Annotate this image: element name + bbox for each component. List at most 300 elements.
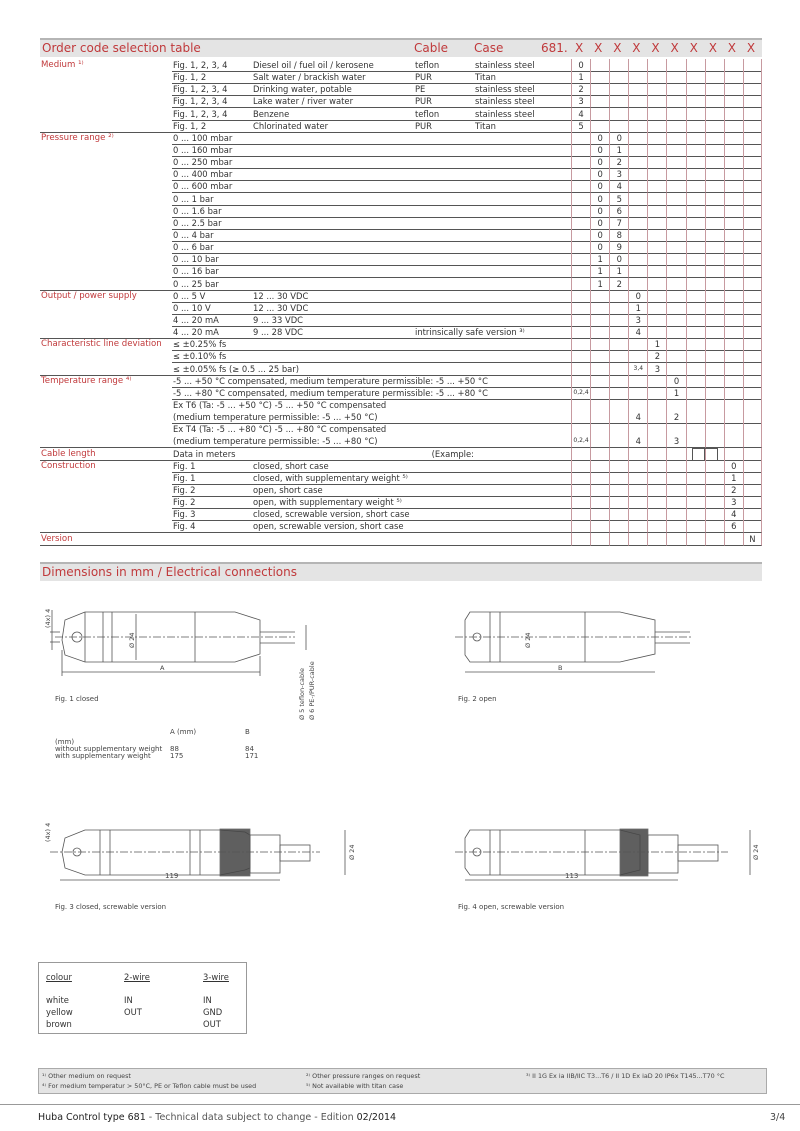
code-cell	[647, 71, 666, 84]
code-cell	[666, 484, 685, 497]
code-cell: 3	[628, 314, 647, 327]
table-row	[40, 144, 762, 156]
code-cell	[666, 120, 685, 133]
code-cell	[571, 217, 590, 230]
code-cell	[571, 496, 590, 509]
code-cell	[666, 290, 685, 303]
code-cell	[628, 180, 647, 193]
code-cell	[705, 375, 724, 388]
group-label	[40, 241, 172, 254]
code-cell	[743, 350, 762, 363]
code-cell	[686, 496, 705, 509]
fig4-dim-dia: Ø 24	[752, 844, 760, 860]
fig3-dim-hole: (4x) 4	[44, 822, 52, 842]
table-row	[40, 484, 762, 496]
code-cell: 6	[724, 520, 743, 533]
code-cell	[609, 71, 628, 84]
code-cell: 0	[609, 132, 628, 145]
code-cell	[666, 156, 685, 169]
fig3-dim-dia: Ø 24	[348, 844, 356, 860]
code-cell	[705, 168, 724, 181]
code-cell: 1	[590, 253, 609, 266]
cable-cell	[414, 253, 474, 266]
code-cell	[724, 144, 743, 157]
cable-cell	[414, 508, 474, 521]
group-label	[40, 71, 172, 84]
case-cell	[474, 460, 571, 473]
code-cell	[724, 168, 743, 181]
code-cell	[743, 338, 762, 351]
code-cell	[724, 290, 743, 303]
code-cell	[686, 132, 705, 145]
code-cell	[666, 265, 685, 278]
group-label	[40, 217, 172, 230]
wiring-colour: yellow	[46, 1007, 73, 1017]
case-cell	[474, 302, 571, 315]
group-label	[40, 193, 172, 206]
code-cell	[743, 156, 762, 169]
code-cell	[666, 350, 685, 363]
code-cell	[609, 484, 628, 497]
code-cell	[609, 533, 628, 546]
case-cell	[474, 265, 571, 278]
fig1-dim-dia: Ø 24	[128, 632, 136, 648]
code-cell	[686, 460, 705, 473]
fig-cell: Fig. 1, 2, 3, 4	[172, 83, 252, 96]
group-label	[40, 265, 172, 278]
cable-cell	[414, 460, 474, 473]
code-cell	[590, 423, 609, 448]
code-cell: 8	[609, 229, 628, 242]
code-cell	[743, 120, 762, 133]
fig3-drawing	[50, 829, 345, 880]
case-cell	[474, 326, 571, 339]
code-cell	[647, 265, 666, 278]
code-cell	[743, 144, 762, 157]
code-cell	[609, 338, 628, 351]
ab-head-a: A (mm)	[170, 728, 197, 736]
code-cell: 1	[590, 265, 609, 278]
fig-cell: Fig. 1	[172, 460, 252, 473]
description-cell	[252, 144, 414, 157]
code-cell	[705, 71, 724, 84]
ab-head-b: B	[245, 728, 250, 736]
fig-cell: -5 ... +50 °C compensated, medium temperature permissible: -5 ... +50 °C	[172, 375, 571, 388]
cable-cell	[414, 363, 474, 376]
page-number: 3/4	[770, 1112, 786, 1123]
code-cell	[686, 338, 705, 351]
fig-cell: 0 ... 160 mbar	[172, 144, 252, 157]
code-cell	[686, 95, 705, 108]
code-cell	[724, 302, 743, 315]
case-cell: Titan	[474, 71, 571, 84]
fig1-drawing	[50, 610, 306, 676]
code-cell	[705, 205, 724, 218]
cable-cell: intrinsically safe version ³⁾	[415, 327, 525, 338]
code-cell	[705, 193, 724, 206]
code-cell	[724, 71, 743, 84]
code-cell: 5	[571, 120, 590, 133]
code-cell	[590, 375, 609, 388]
footnote-5: ⁵⁾ Not available with titan case	[306, 1082, 404, 1090]
code-cell	[743, 448, 762, 461]
group-label	[40, 229, 172, 242]
code-cell: 1	[647, 338, 666, 351]
code-cell	[686, 508, 705, 521]
group-label: Medium ¹⁾	[41, 60, 84, 70]
code-cell	[571, 399, 590, 424]
code-cell	[686, 83, 705, 96]
table-row	[40, 83, 762, 95]
cable-cell	[414, 132, 474, 145]
table-row	[40, 156, 762, 168]
fig-cell: 0 ... 100 mbar	[172, 132, 252, 145]
cable-cell: PE	[414, 83, 474, 96]
code-cell	[571, 229, 590, 242]
code-cell	[705, 533, 724, 546]
code-cell	[609, 423, 628, 448]
code-cell	[743, 508, 762, 521]
code-cell: 0	[628, 290, 647, 303]
group-label	[40, 83, 172, 96]
description-cell: closed, short case	[252, 460, 414, 473]
description-cell	[252, 241, 414, 254]
code-cell: 1	[724, 472, 743, 485]
code-cell	[705, 278, 724, 291]
fig-cell: Fig. 1, 2, 3, 4	[172, 59, 252, 72]
fig-cell: 0 ... 1 bar	[172, 193, 252, 206]
table-row	[40, 533, 762, 545]
code-cell: 9	[609, 241, 628, 254]
code-cell: 4	[724, 508, 743, 521]
code-cell	[743, 484, 762, 497]
cable-cell	[414, 205, 474, 218]
wiring-colour: white	[46, 995, 69, 1005]
description-cell: Diesel oil / fuel oil / kerosene	[252, 59, 414, 72]
code-cell	[647, 217, 666, 230]
description-cell: open, short case	[252, 484, 414, 497]
code-cell	[571, 241, 590, 254]
code-cell: 1	[571, 71, 590, 84]
case-cell	[474, 533, 571, 546]
code-cell	[666, 205, 685, 218]
code-cell	[647, 180, 666, 193]
group-label	[40, 168, 172, 181]
code-cell	[705, 399, 724, 424]
description-cell: open, screwable version, short case	[252, 520, 414, 533]
code-cell	[686, 350, 705, 363]
case-cell	[474, 278, 571, 291]
code-cell	[705, 229, 724, 242]
code-cell	[628, 338, 647, 351]
code-cell	[647, 448, 666, 461]
code-cell: 0	[590, 229, 609, 242]
code-cell	[647, 120, 666, 133]
table-row	[40, 460, 762, 472]
code-cell	[666, 241, 685, 254]
code-cell	[628, 496, 647, 509]
case-cell	[474, 217, 571, 230]
code-cell	[705, 350, 724, 363]
description-cell	[252, 363, 414, 376]
fig-cell: 4 ... 20 mA	[172, 326, 252, 339]
description-cell: 12 ... 30 VDC	[252, 302, 414, 315]
group-label: Pressure range ²⁾	[41, 132, 114, 143]
code-placeholder: X	[632, 41, 641, 55]
code-cell	[590, 59, 609, 72]
code-cell: 3	[609, 168, 628, 181]
code-cell	[609, 350, 628, 363]
cable-cell	[414, 496, 474, 509]
cable-length-input-box[interactable]	[704, 448, 718, 461]
code-cell	[705, 156, 724, 169]
wiring-header-3wire: 3-wire	[203, 972, 229, 982]
group-label	[40, 120, 172, 133]
fig-cell: Fig. 1	[172, 472, 252, 485]
table-row	[40, 375, 762, 387]
code-cell	[743, 399, 762, 424]
code-cell	[666, 144, 685, 157]
code-cell	[571, 508, 590, 521]
cable-cell	[414, 241, 474, 254]
code-cell	[666, 508, 685, 521]
fig-cell: 0 ... 10 bar	[172, 253, 252, 266]
fig-cell: 0 ... 10 V	[172, 302, 252, 315]
code-cell	[609, 95, 628, 108]
footnote-4: ⁴⁾ For medium temperatur > 50°C, PE or Teflon cable must be used	[42, 1082, 257, 1090]
code-cell	[571, 533, 590, 546]
ab-row-a: 88	[170, 745, 179, 753]
code-cell	[609, 59, 628, 72]
code-cell	[628, 350, 647, 363]
code-cell	[724, 278, 743, 291]
code-cell	[686, 302, 705, 315]
code-cell	[705, 363, 724, 376]
code-cell	[590, 108, 609, 121]
code-cell	[724, 448, 743, 461]
fig-cell: Fig. 2	[172, 484, 252, 497]
case-cell	[474, 496, 571, 509]
dimensions-header	[40, 562, 762, 581]
cable-cell	[414, 533, 474, 546]
code-cell: 0	[590, 132, 609, 145]
code-cell	[609, 387, 628, 400]
code-cell	[666, 253, 685, 266]
code-cell	[571, 460, 590, 473]
cable-cell	[414, 180, 474, 193]
cable-cell: teflon	[414, 59, 474, 72]
code-cell: 2	[571, 83, 590, 96]
fig-cell: 0 ... 4 bar	[172, 229, 252, 242]
code-cell	[647, 496, 666, 509]
group-label	[40, 156, 172, 169]
code-cell	[666, 520, 685, 533]
fig-cell: 4 ... 20 mA	[172, 314, 252, 327]
case-cell: stainless steel	[474, 108, 571, 121]
group-label	[40, 144, 172, 157]
group-label: Characteristic line deviation	[41, 339, 162, 350]
group-label	[40, 253, 172, 266]
code-cell	[686, 59, 705, 72]
fig-cell: 0 ... 6 bar	[172, 241, 252, 254]
code-cell	[743, 278, 762, 291]
ab-row-a: 175	[170, 752, 184, 760]
table-row	[40, 338, 762, 350]
code-cell	[590, 350, 609, 363]
code-cell	[705, 217, 724, 230]
footer-divider	[0, 1104, 800, 1105]
code-cell	[628, 168, 647, 181]
code-cell: 6	[609, 205, 628, 218]
description-cell	[252, 253, 414, 266]
wiring-table	[38, 962, 247, 1034]
code-cell	[647, 156, 666, 169]
code-cell	[647, 533, 666, 546]
code-cell	[743, 265, 762, 278]
table-row	[40, 278, 762, 290]
cable-cell	[414, 265, 474, 278]
fig-cell: -5 ... +80 °C compensated, medium temperature permissible: -5 ... +80 °C	[172, 387, 571, 400]
table-row	[40, 241, 762, 253]
code-cell	[647, 290, 666, 303]
cable-cell	[414, 520, 474, 533]
table-row	[40, 350, 762, 362]
code-cell	[609, 520, 628, 533]
code-cell	[666, 448, 685, 461]
table-row	[40, 265, 762, 277]
description-cell: 12 ... 30 VDC	[252, 290, 414, 303]
code-placeholder: X	[670, 41, 679, 55]
case-cell	[474, 229, 571, 242]
description-cell: closed, screwable version, short case	[252, 508, 414, 521]
code-cell	[705, 83, 724, 96]
code-cell	[666, 338, 685, 351]
code-cell	[590, 95, 609, 108]
table-row	[40, 496, 762, 508]
code-cell	[571, 205, 590, 218]
code-cell	[724, 180, 743, 193]
code-cell	[609, 448, 628, 461]
case-cell	[474, 472, 571, 485]
code-cell	[628, 278, 647, 291]
group-label	[40, 278, 172, 291]
code-cell	[647, 302, 666, 315]
code-cell	[705, 314, 724, 327]
wiring-3wire: OUT	[203, 1019, 221, 1029]
code-cell	[686, 217, 705, 230]
fig-cell: Fig. 3	[172, 508, 252, 521]
code-cell	[686, 484, 705, 497]
dimension-drawings	[0, 590, 800, 930]
wiring-2wire: IN	[124, 995, 133, 1005]
code-cell	[571, 338, 590, 351]
code-cell	[628, 217, 647, 230]
table-row	[40, 520, 762, 532]
order-table-title: Order code selection table	[42, 41, 201, 55]
code-cell	[590, 484, 609, 497]
code-cell	[686, 472, 705, 485]
fig-cell: 0 ... 2.5 bar	[172, 217, 252, 230]
cable-cell	[414, 144, 474, 157]
case-cell: stainless steel	[474, 83, 571, 96]
code-cell	[647, 278, 666, 291]
cable-cell	[414, 168, 474, 181]
code-cell	[647, 520, 666, 533]
code-cell	[743, 387, 762, 400]
description-cell	[252, 180, 414, 193]
table-row	[40, 217, 762, 229]
code-cell	[628, 533, 647, 546]
code-cell	[743, 241, 762, 254]
fig-cell: Fig. 2	[172, 496, 252, 509]
code-cell	[705, 302, 724, 315]
code-cell	[628, 387, 647, 400]
ab-row-label: without supplementary weight	[55, 745, 163, 753]
table-row	[40, 363, 762, 375]
cable-cell: PUR	[414, 71, 474, 84]
cable-cell	[414, 217, 474, 230]
description-cell	[252, 278, 414, 291]
code-cell	[647, 95, 666, 108]
code-cell: 1	[609, 144, 628, 157]
code-prefix: 681.	[541, 41, 568, 55]
code-cell	[743, 193, 762, 206]
code-cell	[705, 241, 724, 254]
footnote-2: ²⁾ Other pressure ranges on request	[306, 1072, 421, 1080]
code-cell	[743, 472, 762, 485]
code-cell	[609, 290, 628, 303]
table-row	[40, 387, 762, 399]
description-cell: Chlorinated water	[252, 120, 414, 133]
code-cell	[666, 83, 685, 96]
table-row	[40, 290, 762, 302]
fig3-length: 119	[165, 872, 179, 880]
group-label	[40, 496, 172, 509]
cable-cell: PUR	[414, 95, 474, 108]
wiring-header-colour: colour	[46, 972, 72, 982]
dimensions-title: Dimensions in mm / Electrical connections	[42, 565, 297, 579]
fig-cell: 0 ... 400 mbar	[172, 168, 252, 181]
group-label	[40, 472, 172, 485]
description-cell: Lake water / river water	[252, 95, 414, 108]
footnotes	[38, 1068, 767, 1094]
code-cell	[628, 460, 647, 473]
case-cell	[474, 520, 571, 533]
code-placeholder: X	[689, 41, 698, 55]
fig1-caption: Fig. 1 closed	[55, 695, 99, 703]
code-cell	[609, 508, 628, 521]
case-cell	[474, 168, 571, 181]
ab-unit: (mm)	[55, 738, 75, 746]
code-cell	[743, 217, 762, 230]
code-cell	[686, 314, 705, 327]
group-label: Version	[40, 533, 172, 546]
description-cell	[252, 168, 414, 181]
code-cell	[686, 520, 705, 533]
case-cell	[474, 241, 571, 254]
fig-cell: 0 ... 600 mbar	[172, 180, 252, 193]
code-cell	[571, 363, 590, 376]
code-cell	[666, 363, 685, 376]
cable-cell	[414, 290, 474, 303]
fig-cell: Fig. 4	[172, 520, 252, 533]
code-cell	[724, 387, 743, 400]
code-cell	[686, 253, 705, 266]
footer-brand: Huba Control type 681	[38, 1112, 146, 1123]
group-label: Output / power supply	[41, 290, 137, 301]
cable-cell	[414, 314, 474, 327]
code-cell	[628, 520, 647, 533]
